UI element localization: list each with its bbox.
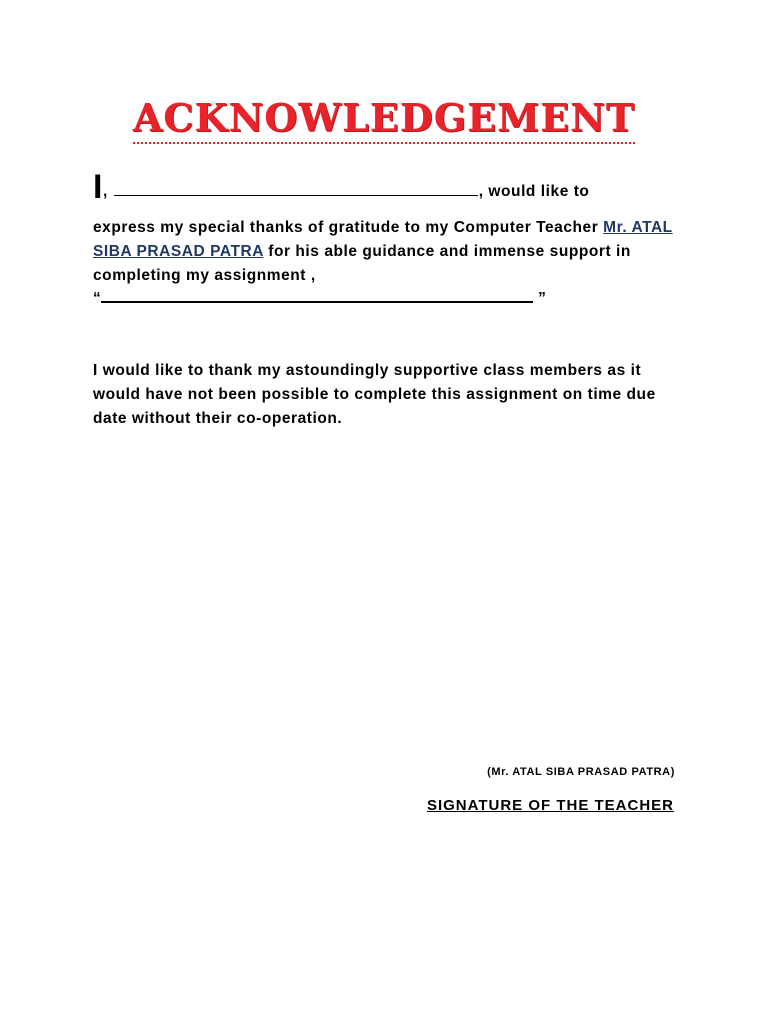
assignment-title-blank-line <box>101 300 533 303</box>
name-blank-line <box>114 194 478 196</box>
gratitude-text-end: for his able guidance and immense support in completing my assignment , <box>93 243 631 284</box>
title-text: ACKNOWLEDGEMENT <box>133 96 635 144</box>
close-quote: ” <box>533 290 547 307</box>
assignment-title-line <box>93 290 593 308</box>
gratitude-paragraph <box>93 216 683 288</box>
classmates-paragraph: I would like to thank my astoundingly supportive class members as it would have not been possible to complete this assignment on time due date without their co-operation. <box>93 362 656 427</box>
intro-suffix: , would like to <box>478 183 590 200</box>
signature-label: SIGNATURE OF THE TEACHER <box>426 797 674 814</box>
document-title <box>0 96 768 144</box>
intro-comma: , <box>103 183 108 200</box>
signature-teacher-name: (Mr. ATAL SIBA PRASAD PATRA) <box>487 766 675 778</box>
gratitude-text-start: express my special thanks of gratitude to my Computer Teacher <box>93 219 604 236</box>
intro-line <box>93 168 683 207</box>
teacher-name-link[interactable]: Mr. ATAL SIBA PRASAD PATRA <box>93 219 673 260</box>
intro-pronoun: I <box>93 168 103 206</box>
open-quote: “ <box>93 290 102 307</box>
